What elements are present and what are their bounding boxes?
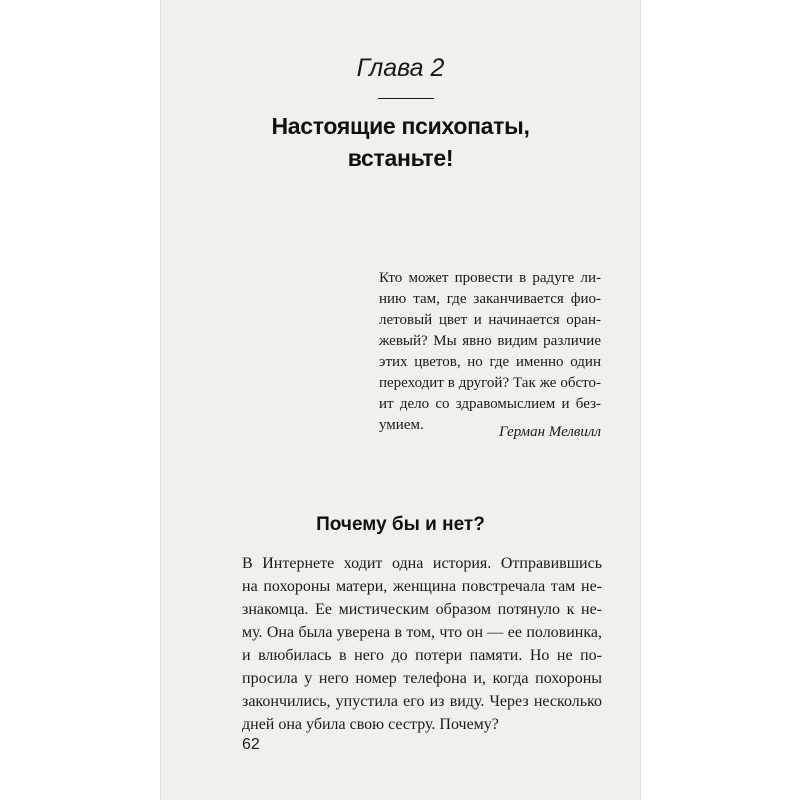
chapter-title xyxy=(160,110,641,174)
epigraph-line: жевый? Мы явно видим различие xyxy=(379,333,601,349)
epigraph xyxy=(379,268,601,436)
body-line: знакомца. Ее мистическим образом потянуло к не- xyxy=(242,601,602,618)
epigraph-line: умием. xyxy=(379,417,424,433)
epigraph-line: переходит в другой? Так же обсто- xyxy=(379,375,601,391)
epigraph-line: нию там, где заканчивается фио- xyxy=(379,291,601,307)
body-paragraph xyxy=(242,552,602,736)
body-line: и влюбилась в него до потери памяти. Но не по- xyxy=(242,647,602,664)
chapter-title-line: встаньте! xyxy=(347,145,454,171)
book-page xyxy=(160,0,641,800)
epigraph-line: ит дело со здравомыслием и без- xyxy=(379,396,601,412)
chapter-title-line: Настоящие психопаты, xyxy=(271,113,530,139)
body-line: просила у него номер телефона и, когда похороны xyxy=(242,670,602,687)
epigraph-author: Герман Мелвилл xyxy=(499,424,601,440)
epigraph-line: Кто может провести в радуге ли- xyxy=(379,270,601,286)
chapter-divider xyxy=(378,98,434,99)
section-title: Почему бы и нет? xyxy=(316,514,485,535)
body-line: му. Она была уверена в том, что он — ее половинка, xyxy=(242,624,602,641)
body-line: дней она убила свою сестру. Почему? xyxy=(242,716,499,733)
epigraph-line: этих цветов, но где именно один xyxy=(379,354,601,370)
body-line: на похороны матери, женщина повстречала там не- xyxy=(242,578,602,595)
page-number: 62 xyxy=(242,736,260,753)
body-line: закончились, упустила его из виду. Через несколько xyxy=(242,693,602,710)
body-line: В Интернете ходит одна история. Отправившись xyxy=(242,555,602,572)
epigraph-line: летовый цвет и начинается оран- xyxy=(379,312,601,328)
chapter-label: Глава 2 xyxy=(356,54,445,82)
